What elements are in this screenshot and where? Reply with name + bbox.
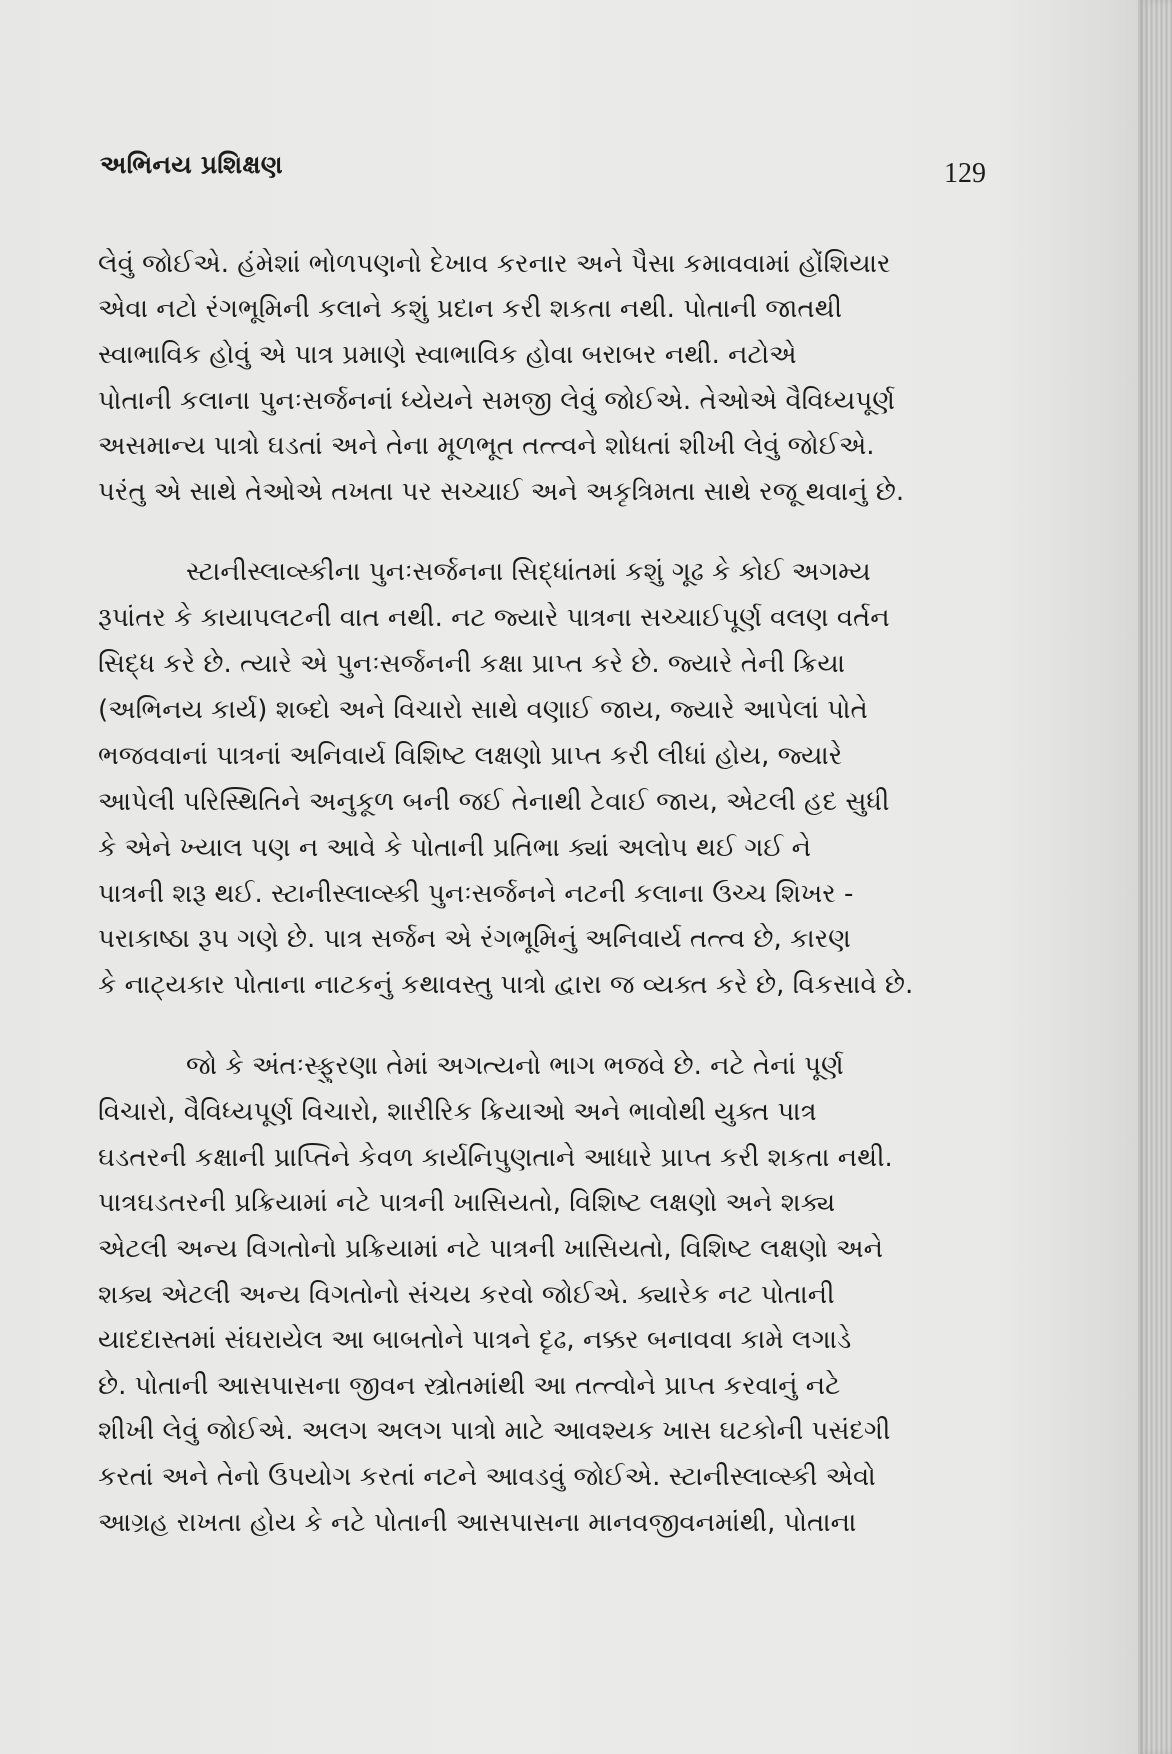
text-line: વિચારો, વૈવિધ્યપૂર્ણ વિચારો, શારીરિક ક્રિયાઓ અને ભાવોથી યુક્ત પાત્ર xyxy=(98,1097,817,1127)
text-line: સ્વાભાવિક હોવું એ પાત્ર પ્રમાણે સ્વાભાવિક હોવા બરાબર નથી. નટોએ xyxy=(98,340,797,370)
text-line: યાદદાસ્તમાં સંઘરાયેલ આ બાબતોને પાત્રને દૃઢ, નક્કર બનાવવા કામે લગાડે xyxy=(98,1325,852,1355)
text-line: પરંતુ એ સાથે તેઓએ તખતા પર સચ્ચાઈ અને અકૃત્રિમતા સાથે રજૂ થવાનું છે. xyxy=(98,477,905,507)
text-line: કે નાટ્યકાર પોતાના નાટકનું કથાવસ્તુ પાત્રો દ્વારા જ વ્યક્ત કરે છે, વિકસાવે છે. xyxy=(98,970,914,1000)
text-line: પાત્રની શરૂ થઈ. સ્ટાનીસ્લાવ્સ્કી પુનઃસર્જનને નટની કલાના ઉચ્ચ શિખર - xyxy=(98,879,854,909)
text-line: એટલી અન્ય વિગતોનો પ્રક્રિયામાં નટે પાત્રની ખાસિયતો, વિશિષ્ટ લક્ષણો અને xyxy=(98,1234,883,1264)
text-line: એવા નટો રંગભૂમિની કલાને કશું પ્રદાન કરી શકતા નથી. પોતાની જાતથી xyxy=(98,294,843,324)
page-number: 129 xyxy=(944,158,986,189)
running-head: અભિનય પ્રશિક્ષણ xyxy=(100,150,283,179)
text-line: પરાકાષ્ઠા રૂપ ગણે છે. પાત્ર સર્જન એ રંગભૂમિનું અનિવાર્ય તત્ત્વ છે, કારણ xyxy=(98,924,851,954)
text-line: જો કે અંતઃસ્ફુરણા તેમાં અગત્યનો ભાગ ભજવે છે. નટે તેનાં પૂર્ણ xyxy=(186,1051,844,1081)
text-line: શક્ય એટલી અન્ય વિગતોનો સંચય કરવો જોઈએ. ક્યારેક નટ પોતાની xyxy=(98,1280,835,1310)
text-line: પાત્રઘડતરની પ્રક્રિયામાં નટે પાત્રની ખાસિયતો, વિશિષ્ટ લક્ષણો અને શક્ય xyxy=(98,1188,836,1218)
text-line: ભજવવાનાં પાત્રનાં અનિવાર્ય વિશિષ્ટ લક્ષણો પ્રાપ્ત કરી લીધાં હોય, જ્યારે xyxy=(98,741,843,771)
text-line: ઘડતરની કક્ષાની પ્રાપ્તિને કેવળ કાર્યનિપુણતાને આધારે પ્રાપ્ત કરી શકતા નથી. xyxy=(98,1143,893,1173)
text-line: કે એને ખ્યાલ પણ ન આવે કે પોતાની પ્રતિભા ક્યાં અલોપ થઈ ગઈ ને xyxy=(98,833,812,863)
text-line: આગ્રહ રાખતા હોય કે નટે પોતાની આસપાસના માનવજીવનમાંથી, પોતાના xyxy=(98,1508,857,1538)
page-edges xyxy=(1138,0,1172,1754)
text-line: રૂપાંતર કે કાયાપલટની વાત નથી. નટ જ્યારે પાત્રના સચ્ચાઈપૂર્ણ વલણ વર્તન xyxy=(98,603,890,633)
text-line: સિદ્ધ કરે છે. ત્યારે એ પુનઃસર્જનની કક્ષા પ્રાપ્ત કરે છે. જ્યારે તેની ક્રિયા xyxy=(98,649,845,679)
text-line: છે. પોતાની આસપાસના જીવન સ્ત્રોતમાંથી આ તત્ત્વોને પ્રાપ્ત કરવાનું નટે xyxy=(98,1371,841,1401)
text-line: સ્ટાનીસ્લાવ્સ્કીના પુનઃસર્જનના સિદ્ધાંતમાં કશું ગૂઢ કે કોઈ અગમ્ય xyxy=(186,557,871,587)
text-line: આપેલી પરિસ્થિતિને અનુકૂળ બની જઈ તેનાથી ટેવાઈ જાય, એટલી હદ સુધી xyxy=(98,787,890,817)
text-line: પોતાની કલાના પુનઃસર્જનનાં ધ્યેયને સમજી લેવું જોઈએ. તેઓએ વૈવિધ્યપૂર્ણ xyxy=(98,386,895,416)
text-line: (અભિનય કાર્ય) શબ્દો અને વિચારો સાથે વણાઈ જાય, જ્યારે આપેલાં પોતે xyxy=(98,695,868,725)
text-line: અસમાન્ય પાત્રો ઘડતાં અને તેના મૂળભૂત તત્ત્વને શોધતાં શીખી લેવું જોઈએ. xyxy=(98,431,875,461)
text-line: શીખી લેવું જોઈએ. અલગ અલગ પાત્રો માટે આવશ્યક ખાસ ઘટકોની પસંદગી xyxy=(98,1416,891,1446)
text-line: કરતાં અને તેનો ઉપયોગ કરતાં નટને આવડવું જોઈએ. સ્ટાનીસ્લાવ્સ્કી એવો xyxy=(98,1462,876,1492)
text-line: લેવું જોઈએ. હંમેશાં ભોળપણનો દેખાવ કરનાર અને પૈસા કમાવવામાં હોંશિયાર xyxy=(98,249,891,279)
